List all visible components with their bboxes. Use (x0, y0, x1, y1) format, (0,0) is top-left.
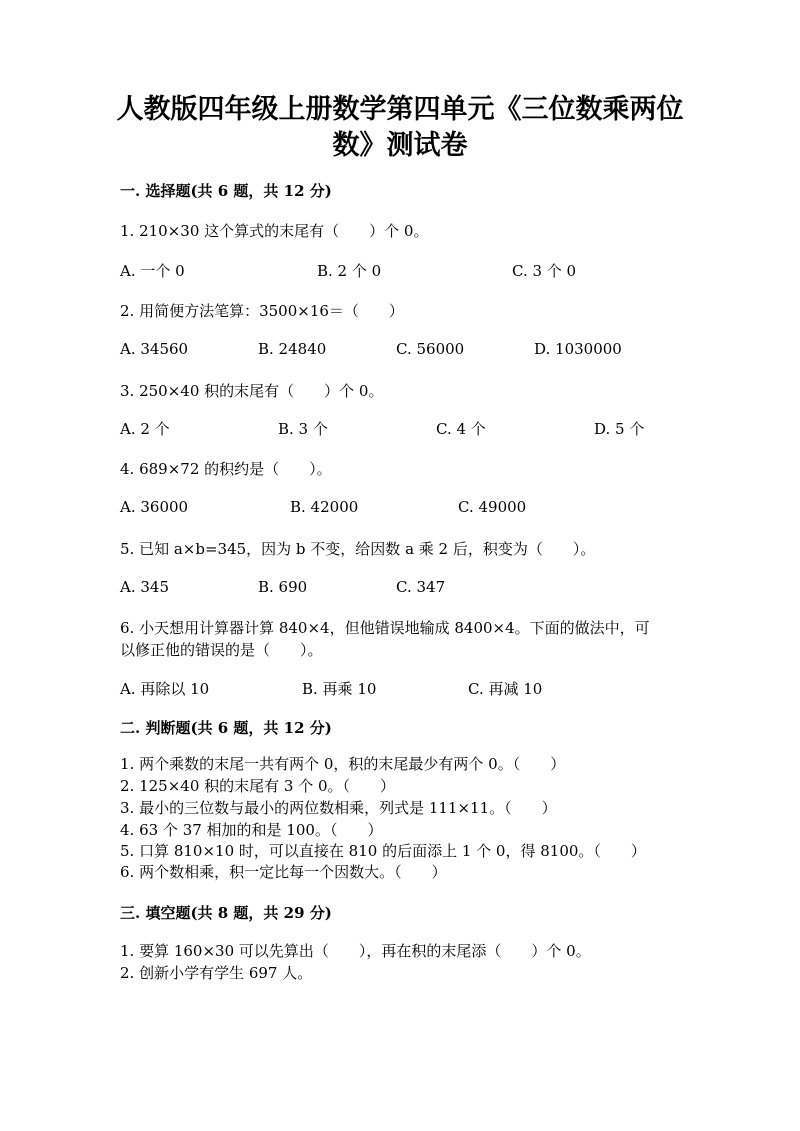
section-heading-judge: 二. 判断题(共 6 题，共 12 分) (120, 719, 332, 737)
choice-2-option-b: B. 24840 (258, 340, 327, 358)
choice-2-option-a: A. 34560 (120, 340, 189, 358)
judge-item-5: 5. 口算 810×10 时，可以直接在 810 的后面添上 1 个 0，得 8100。（ ） (120, 842, 646, 860)
choice-question-4: 4. 689×72 的积约是（ ）。 (120, 460, 332, 478)
choice-question-5: 5. 已知 a×b=345，因为 b 不变，给因数 a 乘 2 后，积变为（ ）。 (120, 540, 596, 558)
choice-1-option-a: A. 一个 0 (120, 262, 185, 280)
choice-4-option-c: C. 49000 (458, 498, 527, 516)
page-title (100, 92, 700, 164)
choice-question-6-line-1: 6. 小天想用计算器计算 840×4，但他错误地输成 8400×4。下面的做法中，可 (120, 619, 650, 637)
choice-3-option-a: A. 2 个 (120, 420, 170, 438)
choice-5-option-b: B. 690 (258, 578, 308, 596)
judge-item-4: 4. 63 个 37 相加的和是 100。（ ） (120, 821, 383, 839)
choice-6-option-c: C. 再减 10 (468, 680, 543, 698)
choice-4-option-a: A. 36000 (120, 498, 189, 516)
title-line-1: 人教版四年级上册数学第四单元《三位数乘两位 (116, 94, 684, 125)
section-heading-choice: 一. 选择题(共 6 题，共 12 分) (120, 182, 332, 200)
choice-1-option-b: B. 2 个 0 (317, 262, 382, 280)
judge-item-6: 6. 两个数相乘，积一定比每一个因数大。（ ） (120, 863, 447, 881)
choice-5-option-a: A. 345 (120, 578, 169, 596)
choice-6-option-b: B. 再乘 10 (302, 680, 377, 698)
choice-question-3: 3. 250×40 积的末尾有（ ）个 0。 (120, 382, 384, 400)
choice-3-option-c: C. 4 个 (436, 420, 486, 438)
judge-item-1: 1. 两个乘数的末尾一共有两个 0，积的末尾最少有两个 0。（ ） (120, 755, 566, 773)
judge-item-2: 2. 125×40 积的末尾有 3 个 0。（ ） (120, 777, 396, 795)
choice-1-option-c: C. 3 个 0 (512, 262, 577, 280)
fill-item-2: 2. 创新小学有学生 697 人。 (120, 964, 313, 982)
choice-6-option-a: A. 再除以 10 (120, 680, 210, 698)
choice-question-2: 2. 用简便方法笔算：3500×16＝（ ） (120, 302, 404, 320)
choice-3-option-b: B. 3 个 (278, 420, 328, 438)
choice-2-option-c: C. 56000 (396, 340, 465, 358)
title-line-2: 数》测试卷 (332, 130, 468, 161)
fill-item-1: 1. 要算 160×30 可以先算出（ ），再在积的末尾添（ ）个 0。 (120, 942, 591, 960)
choice-3-option-d: D. 5 个 (594, 420, 645, 438)
choice-question-1: 1. 210×30 这个算式的末尾有（ ）个 0。 (120, 222, 429, 240)
section-heading-fill: 三. 填空题(共 8 题，共 29 分) (120, 904, 332, 922)
choice-2-option-d: D. 1030000 (534, 340, 622, 358)
choice-5-option-c: C. 347 (396, 578, 446, 596)
choice-question-6-line-2: 以修正他的错误的是（ ）。 (120, 641, 323, 659)
choice-4-option-b: B. 42000 (290, 498, 359, 516)
judge-item-3: 3. 最小的三位数与最小的两位数相乘，列式是 111×11。（ ） (120, 799, 557, 817)
